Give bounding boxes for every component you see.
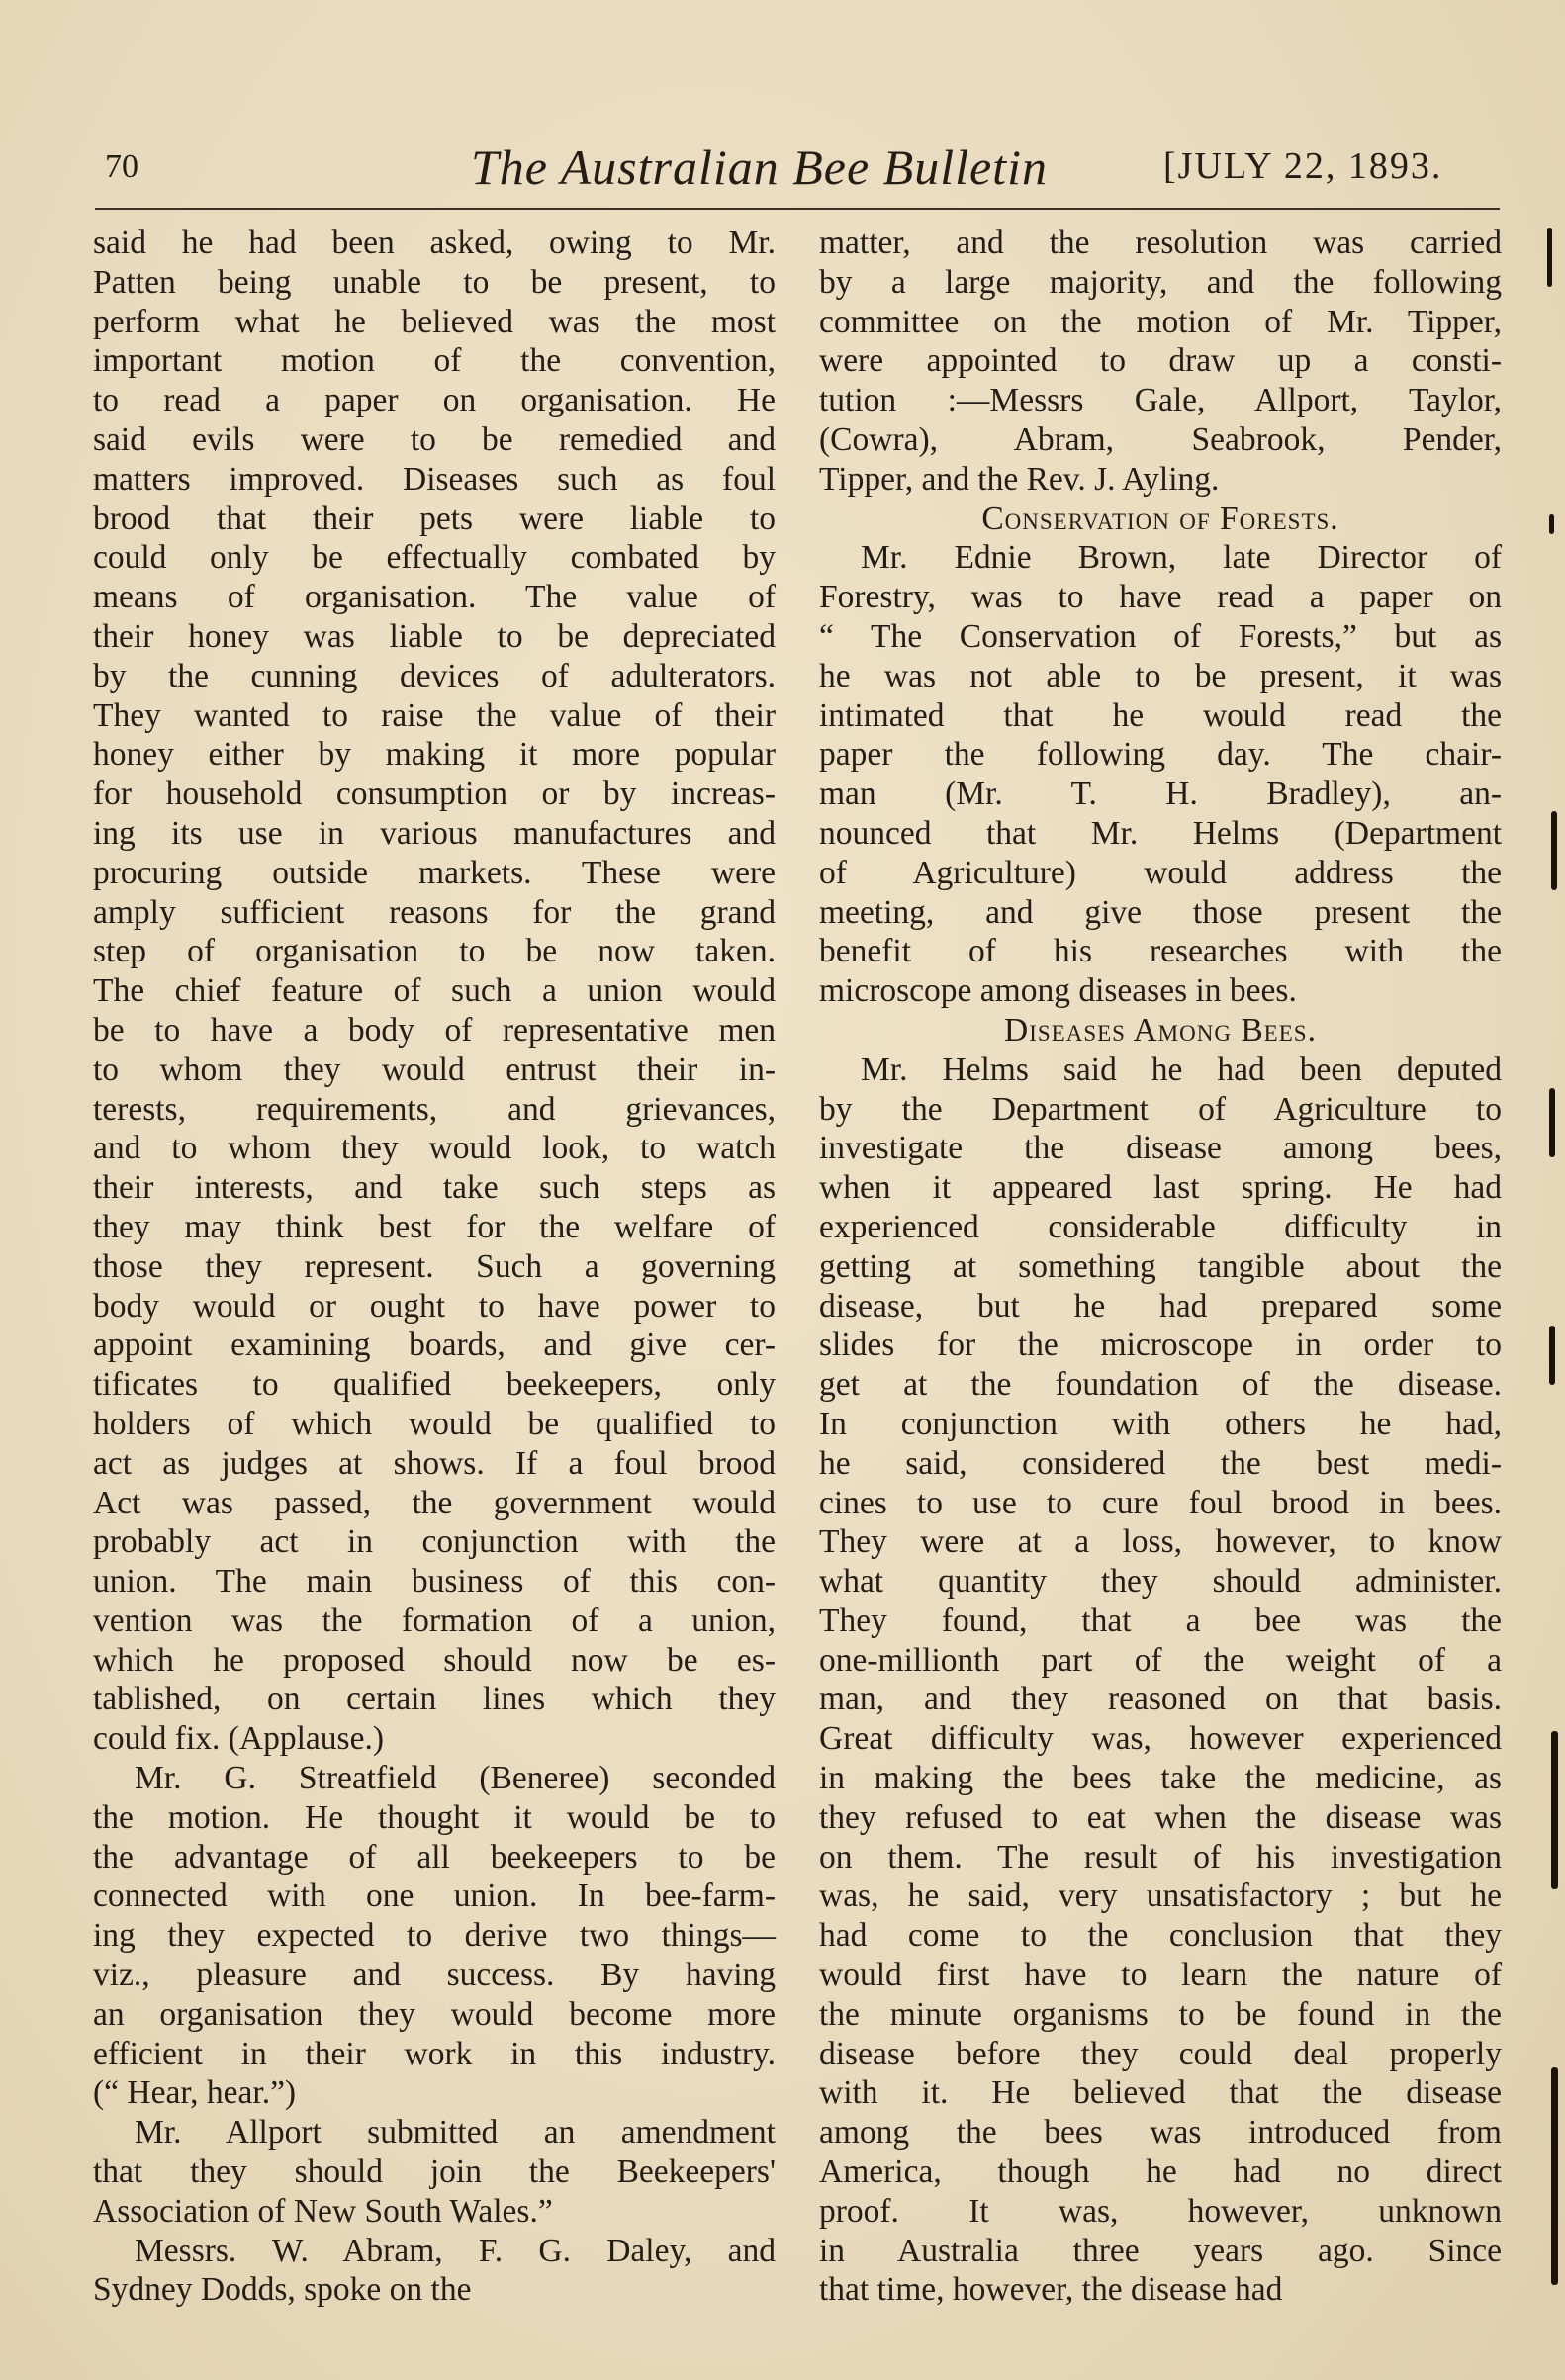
section-heading-diseases: Diseases Among Bees. <box>1004 1011 1317 1049</box>
left-paragraph-3 <box>93 2113 776 2231</box>
text-line: that they should join the Beekeepers' <box>93 2153 776 2191</box>
text-line: among the bees was introduced from <box>819 2114 1502 2151</box>
text-line: probably act in conjunction with the <box>93 1523 776 1561</box>
text-line: tution :—Messrs Gale, Allport, Taylor, <box>819 382 1502 419</box>
text-line: appoint examining boards, and give cer- <box>93 1327 776 1364</box>
text-line: their interests, and take such steps as <box>93 1169 776 1207</box>
text-line: get at the foundation of the disease. <box>819 1366 1502 1404</box>
text-line: microscope among diseases in bees. <box>819 972 1297 1010</box>
text-line: Messrs. W. Abram, F. G. Daley, and <box>135 2232 776 2269</box>
edge-mark <box>1551 2067 1558 2285</box>
page-header <box>95 138 1500 202</box>
edge-mark <box>1551 1731 1558 1889</box>
text-line: holders of which would be qualified to <box>93 1405 776 1442</box>
text-line: slides for the microscope in order to <box>819 1327 1502 1364</box>
text-line: committee on the motion of Mr. Tipper, <box>819 303 1502 340</box>
text-line: They were at a loss, however, to know <box>819 1523 1502 1561</box>
text-line: in Australia three years ago. Since <box>819 2232 1502 2269</box>
text-line: which he proposed should now be es- <box>93 1641 776 1679</box>
text-line: they refused to eat when the disease was <box>819 1798 1502 1836</box>
text-line: ing its use in various manufactures and <box>93 814 776 852</box>
text-line: terests, requirements, and grievances, <box>93 1090 776 1128</box>
page-number: 70 <box>105 148 138 185</box>
text-line: what quantity they should administer. <box>819 1563 1502 1601</box>
edge-mark <box>1549 1088 1555 1157</box>
text-line: investigate the disease among bees, <box>819 1130 1502 1167</box>
text-line: Act was passed, the government would <box>93 1484 776 1521</box>
text-line: “ The Conservation of Forests,” but as <box>819 617 1502 655</box>
text-line: Mr. Ednie Brown, late Director of <box>861 539 1502 577</box>
left-paragraph-2 <box>93 1759 776 2113</box>
edge-mark <box>1551 811 1557 890</box>
text-line: step of organisation to be now taken. <box>93 933 776 970</box>
text-line: proof. It was, however, unknown <box>819 2192 1502 2230</box>
text-line: cines to use to cure foul brood in bees. <box>819 1484 1502 1521</box>
left-paragraph-4 <box>93 2232 776 2311</box>
right-column <box>819 224 1502 2310</box>
text-line: vention was the formation of a union, <box>93 1602 776 1639</box>
text-line: he said, considered the best medi- <box>819 1444 1502 1482</box>
journal-title: The Australian Bee Bulletin <box>471 139 1048 195</box>
text-line: Forestry, was to have read a paper on <box>819 579 1502 616</box>
text-line: when it appeared last spring. He had <box>819 1169 1502 1207</box>
text-line: and to whom they would look, to watch <box>93 1130 776 1167</box>
text-line: perform what he believed was the most <box>93 303 776 340</box>
text-line: one-millionth part of the weight of a <box>819 1641 1502 1679</box>
text-line: In conjunction with others he had, <box>819 1405 1502 1442</box>
text-line: union. The main business of this con- <box>93 1563 776 1601</box>
text-line: said evils were to be remedied and <box>93 420 776 458</box>
text-line: Mr. Helms said he had been deputed <box>861 1051 1502 1088</box>
text-line: with it. He believed that the disease <box>819 2074 1502 2112</box>
text-line: (Cowra), Abram, Seabrook, Pender, <box>819 420 1502 458</box>
text-line: America, though he had no direct <box>819 2153 1502 2191</box>
text-line: They found, that a bee was the <box>819 1602 1502 1639</box>
text-line: viz., pleasure and success. By having <box>93 1957 776 1994</box>
text-line: amply sufficient reasons for the grand <box>93 893 776 931</box>
text-line: efficient in their work in this industry. <box>93 2035 776 2072</box>
text-line: intimated that he would read the <box>819 696 1502 734</box>
text-line: those they represent. Such a governing <box>93 1247 776 1285</box>
text-line: that time, however, the disease had <box>819 2271 1283 2309</box>
text-line: connected with one union. In bee-farm- <box>93 1877 776 1915</box>
text-line: They wanted to raise the value of their <box>93 696 776 734</box>
text-line: Great difficulty was, however experienced <box>819 1720 1502 1758</box>
text-line: said he had been asked, owing to Mr. <box>93 225 776 261</box>
text-line: they may think best for the welfare of <box>93 1208 776 1245</box>
text-line: brood that their pets were liable to <box>93 500 776 537</box>
text-line: could only be effectually combated by <box>93 539 776 577</box>
edge-mark <box>1549 1326 1555 1385</box>
text-line: by the Department of Agriculture to <box>819 1090 1502 1128</box>
text-line: the advantage of all beekeepers to be <box>93 1838 776 1876</box>
text-line: matter, and the resolution was carried <box>819 225 1502 261</box>
text-line: man (Mr. T. H. Bradley), an- <box>819 776 1502 813</box>
text-line: nounced that Mr. Helms (Department <box>819 814 1502 852</box>
right-paragraph-3 <box>819 1051 1502 2311</box>
text-line: would first have to learn the nature of <box>819 1957 1502 1994</box>
text-line: their honey was liable to be depreciated <box>93 617 776 655</box>
text-line: disease before they could deal properly <box>819 2035 1502 2072</box>
left-column <box>93 224 776 2310</box>
text-line: tablished, on certain lines which they <box>93 1681 776 1718</box>
text-line: Association of New South Wales.” <box>93 2192 553 2230</box>
edge-mark <box>1547 228 1552 287</box>
text-line: meeting, and give those present the <box>819 893 1502 931</box>
left-paragraph-1 <box>93 224 776 1759</box>
text-line: Tipper, and the Rev. J. Ayling. <box>819 460 1220 498</box>
right-paragraph-2 <box>819 538 1502 1011</box>
header-rule <box>95 208 1500 210</box>
text-line: The chief feature of such a union would <box>93 972 776 1010</box>
text-line: important motion of the convention, <box>93 342 776 380</box>
text-line: honey either by making it more popular <box>93 736 776 774</box>
text-line: man, and they reasoned on that basis. <box>819 1681 1502 1718</box>
text-line: tificates to qualified beekeepers, only <box>93 1366 776 1404</box>
text-line: disease, but he had prepared some <box>819 1287 1502 1325</box>
text-line: by a large majority, and the following <box>819 263 1502 301</box>
text-line: body would or ought to have power to <box>93 1287 776 1325</box>
text-line: Patten being unable to be present, to <box>93 263 776 301</box>
text-line: procuring outside markets. These were <box>93 854 776 891</box>
right-paragraph-1 <box>819 224 1502 500</box>
text-line: for household consumption or by increas- <box>93 776 776 813</box>
text-line: the motion. He thought it would be to <box>93 1798 776 1836</box>
section-heading-forests: Conservation of Forests. <box>981 500 1339 537</box>
text-line: paper the following day. The chair- <box>819 736 1502 774</box>
text-line: an organisation they would become more <box>93 1995 776 2033</box>
text-line: ing they expected to derive two things— <box>93 1917 776 1955</box>
text-line: in making the bees take the medicine, as <box>819 1760 1502 1797</box>
text-line: of Agriculture) would address the <box>819 854 1502 891</box>
text-line: on them. The result of his investigation <box>819 1838 1502 1876</box>
text-line: could fix. (Applause.) <box>93 1720 384 1758</box>
text-line: to whom they would entrust their in- <box>93 1051 776 1088</box>
text-line: had come to the conclusion that they <box>819 1917 1502 1955</box>
text-line: he was not able to be present, it was <box>819 657 1502 694</box>
text-line: act as judges at shows. If a foul brood <box>93 1444 776 1482</box>
text-line: experienced considerable difficulty in <box>819 1208 1502 1245</box>
text-line: the minute organisms to be found in the <box>819 1995 1502 2033</box>
text-line: means of organisation. The value of <box>93 579 776 616</box>
issue-date: [JULY 22, 1893. <box>1163 145 1443 187</box>
text-line: getting at something tangible about the <box>819 1247 1502 1285</box>
edge-mark <box>1549 514 1554 534</box>
text-line: to read a paper on organisation. He <box>93 382 776 419</box>
text-line: Mr. Allport submitted an amendment <box>135 2114 776 2151</box>
text-line: was, he said, very unsatisfactory ; but he <box>819 1877 1502 1915</box>
text-line: by the cunning devices of adulterators. <box>93 657 776 694</box>
text-line: Sydney Dodds, spoke on the <box>93 2271 472 2309</box>
text-line: be to have a body of representative men <box>93 1011 776 1049</box>
text-line: matters improved. Diseases such as foul <box>93 460 776 498</box>
text-line: (“ Hear, hear.”) <box>93 2074 297 2112</box>
page-edge-ink-marks <box>1531 218 1565 2344</box>
text-line: were appointed to draw up a consti- <box>819 342 1502 380</box>
text-line: Mr. G. Streatfield (Beneree) seconded <box>135 1760 776 1797</box>
text-line: benefit of his researches with the <box>819 933 1502 970</box>
